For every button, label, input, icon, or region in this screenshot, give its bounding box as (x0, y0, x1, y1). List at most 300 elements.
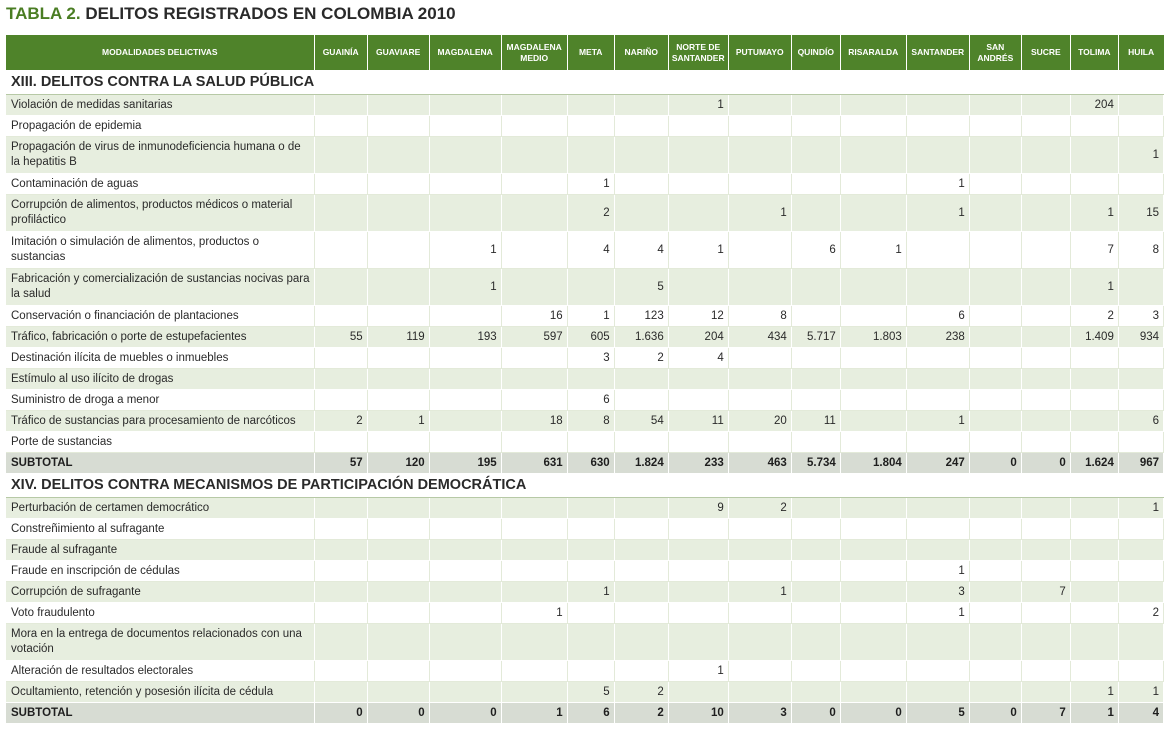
cell-value (840, 624, 906, 661)
cell-value (501, 195, 567, 232)
cell-value (840, 369, 906, 390)
cell-value (728, 269, 791, 306)
cell-value (668, 116, 728, 137)
subtotal-value: 0 (791, 703, 840, 724)
cell-value: 1 (840, 232, 906, 269)
cell-value (668, 582, 728, 603)
cell-value: 123 (614, 306, 668, 327)
cell-value (728, 137, 791, 174)
cell-value (791, 390, 840, 411)
cell-value (1021, 116, 1070, 137)
cell-value (614, 603, 668, 624)
cell-value (840, 582, 906, 603)
cell-value (501, 232, 567, 269)
cell-value: 1 (567, 306, 614, 327)
cell-value (367, 116, 429, 137)
cell-value (969, 540, 1021, 561)
cell-value (314, 582, 367, 603)
cell-value (969, 390, 1021, 411)
cell-value (728, 174, 791, 195)
cell-value: 8 (567, 411, 614, 432)
cell-value (1021, 95, 1070, 116)
header-row (6, 35, 1164, 70)
column-header: HUILA (1118, 35, 1163, 70)
cell-value (791, 561, 840, 582)
cell-value (1118, 95, 1163, 116)
row-label: Destinación ilícita de muebles o inmuebles (6, 348, 314, 369)
row-label: Constreñimiento al sufragante (6, 519, 314, 540)
cell-value: 55 (314, 327, 367, 348)
cell-value (840, 348, 906, 369)
cell-value (668, 432, 728, 453)
cell-value (314, 603, 367, 624)
table-body (6, 70, 1164, 723)
cell-value (969, 195, 1021, 232)
cell-value (668, 561, 728, 582)
table-number: TABLA 2. (6, 4, 81, 23)
row-label: Tráfico de sustancias para procesamiento de narcóticos (6, 411, 314, 432)
subtotal-value: 631 (501, 453, 567, 474)
cell-value: 2 (1070, 306, 1118, 327)
cell-value (1070, 661, 1118, 682)
cell-value: 1 (501, 603, 567, 624)
table-row (6, 137, 1164, 174)
cell-value: 1 (1070, 195, 1118, 232)
cell-value (791, 116, 840, 137)
cell-value: 18 (501, 411, 567, 432)
cell-value (1070, 603, 1118, 624)
cell-value (614, 116, 668, 137)
cell-value: 4 (614, 232, 668, 269)
cell-value (429, 603, 501, 624)
cell-value (367, 390, 429, 411)
cell-value (314, 369, 367, 390)
section-title: XIV. DELITOS CONTRA MECANISMOS DE PARTICIPACIÓN DEMOCRÁTICA (6, 473, 1164, 498)
cell-value: 2 (1118, 603, 1163, 624)
cell-value (1021, 137, 1070, 174)
column-header: TOLIMA (1070, 35, 1118, 70)
subtotal-row (6, 453, 1164, 474)
cell-value (969, 95, 1021, 116)
table-row (6, 390, 1164, 411)
cell-value: 1.409 (1070, 327, 1118, 348)
cell-value (501, 682, 567, 703)
cell-value (969, 624, 1021, 661)
cell-value (728, 540, 791, 561)
subtotal-value: 1 (1070, 703, 1118, 724)
cell-value (1070, 624, 1118, 661)
cell-value (791, 661, 840, 682)
cell-value (314, 348, 367, 369)
cell-value: 4 (668, 348, 728, 369)
cell-value (367, 624, 429, 661)
cell-value (1021, 232, 1070, 269)
cell-value (969, 306, 1021, 327)
cell-value: 1 (668, 95, 728, 116)
cell-value (314, 540, 367, 561)
cell-value (728, 369, 791, 390)
cell-value (314, 232, 367, 269)
column-header: MAGDALENA MEDIO (501, 35, 567, 70)
cell-value (840, 519, 906, 540)
cell-value (314, 498, 367, 519)
table-row (6, 661, 1164, 682)
table-row (6, 582, 1164, 603)
cell-value (728, 232, 791, 269)
cell-value: 1 (906, 561, 969, 582)
cell-value (906, 116, 969, 137)
cell-value: 16 (501, 306, 567, 327)
cell-value (429, 116, 501, 137)
cell-value (429, 195, 501, 232)
cell-value (367, 269, 429, 306)
cell-value (501, 174, 567, 195)
cell-value (314, 306, 367, 327)
row-label: Porte de sustancias (6, 432, 314, 453)
cell-value (906, 137, 969, 174)
cell-value (1070, 348, 1118, 369)
subtotal-value: 5 (906, 703, 969, 724)
cell-value: 7 (1021, 582, 1070, 603)
column-header: META (567, 35, 614, 70)
table-row (6, 195, 1164, 232)
cell-value: 119 (367, 327, 429, 348)
cell-value (429, 95, 501, 116)
cell-value (1070, 174, 1118, 195)
subtotal-value: 0 (429, 703, 501, 724)
cell-value: 2 (728, 498, 791, 519)
table-row (6, 561, 1164, 582)
cell-value (367, 582, 429, 603)
cell-value: 597 (501, 327, 567, 348)
cell-value (567, 561, 614, 582)
cell-value: 1 (1118, 498, 1163, 519)
subtotal-value: 10 (668, 703, 728, 724)
cell-value: 1 (567, 582, 614, 603)
cell-value (668, 137, 728, 174)
cell-value (614, 195, 668, 232)
cell-value (969, 369, 1021, 390)
table-row (6, 369, 1164, 390)
table-row (6, 116, 1164, 137)
cell-value: 3 (906, 582, 969, 603)
cell-value (1070, 369, 1118, 390)
cell-value: 1 (728, 195, 791, 232)
cell-value (567, 519, 614, 540)
cell-value (429, 661, 501, 682)
cell-value (668, 603, 728, 624)
cell-value (1021, 603, 1070, 624)
cell-value (906, 390, 969, 411)
cell-value (429, 306, 501, 327)
cell-value (314, 519, 367, 540)
cell-value (840, 390, 906, 411)
cell-value (501, 582, 567, 603)
subtotal-value: 195 (429, 453, 501, 474)
cell-value (906, 269, 969, 306)
column-header: PUTUMAYO (728, 35, 791, 70)
subtotal-value: 1.804 (840, 453, 906, 474)
cell-value: 605 (567, 327, 614, 348)
cell-value (501, 95, 567, 116)
cell-value (969, 498, 1021, 519)
cell-value (728, 624, 791, 661)
cell-value (614, 432, 668, 453)
subtotal-label: SUBTOTAL (6, 453, 314, 474)
cell-value (367, 661, 429, 682)
cell-value (1118, 369, 1163, 390)
cell-value (567, 95, 614, 116)
cell-value (969, 661, 1021, 682)
cell-value (1021, 540, 1070, 561)
cell-value (1070, 411, 1118, 432)
cell-value: 934 (1118, 327, 1163, 348)
cell-value (367, 603, 429, 624)
subtotal-value: 1 (501, 703, 567, 724)
cell-value (367, 174, 429, 195)
cell-value (614, 661, 668, 682)
table-row (6, 327, 1164, 348)
cell-value (567, 369, 614, 390)
column-header: GUAVIARE (367, 35, 429, 70)
cell-value (1070, 540, 1118, 561)
cell-value: 1 (1070, 269, 1118, 306)
cell-value (906, 519, 969, 540)
cell-value (668, 624, 728, 661)
cell-value: 1 (367, 411, 429, 432)
row-label: Ocultamiento, retención y posesión ilícita de cédula (6, 682, 314, 703)
row-label: Fraude en inscripción de cédulas (6, 561, 314, 582)
cell-value (668, 269, 728, 306)
cell-value: 12 (668, 306, 728, 327)
cell-value (501, 561, 567, 582)
cell-value (969, 519, 1021, 540)
subtotal-value: 0 (840, 703, 906, 724)
cell-value: 1 (728, 582, 791, 603)
cell-value (840, 561, 906, 582)
cell-value (501, 498, 567, 519)
cell-value (791, 348, 840, 369)
cell-value (367, 195, 429, 232)
cell-value (906, 624, 969, 661)
cell-value (791, 582, 840, 603)
cell-value (501, 432, 567, 453)
cell-value (791, 519, 840, 540)
cell-value (1118, 582, 1163, 603)
cell-value (906, 498, 969, 519)
cell-value: 6 (791, 232, 840, 269)
row-label: Corrupción de alimentos, productos médicos o material profiláctico (6, 195, 314, 232)
table-title (6, 3, 456, 25)
cell-value (614, 624, 668, 661)
cell-value: 1 (906, 195, 969, 232)
cell-value (314, 390, 367, 411)
cell-value: 1 (1070, 682, 1118, 703)
row-label: Propagación de epidemia (6, 116, 314, 137)
cell-value (1021, 432, 1070, 453)
cell-value (1021, 390, 1070, 411)
cell-value (501, 661, 567, 682)
table-row (6, 269, 1164, 306)
cell-value: 204 (1070, 95, 1118, 116)
cell-value (668, 540, 728, 561)
cell-value (314, 561, 367, 582)
cell-value (728, 390, 791, 411)
cell-value (314, 95, 367, 116)
cell-value: 3 (567, 348, 614, 369)
cell-value (614, 174, 668, 195)
row-label: Conservación o financiación de plantaciones (6, 306, 314, 327)
cell-value (668, 519, 728, 540)
row-label: Mora en la entrega de documentos relacionados con una votación (6, 624, 314, 661)
cell-value (840, 603, 906, 624)
cell-value (314, 432, 367, 453)
cell-value (567, 540, 614, 561)
cell-value (614, 519, 668, 540)
cell-value (614, 582, 668, 603)
cell-value (1118, 624, 1163, 661)
cell-value (1021, 369, 1070, 390)
cell-value: 1.636 (614, 327, 668, 348)
cell-value (429, 498, 501, 519)
table-row (6, 498, 1164, 519)
column-header: SUCRE (1021, 35, 1070, 70)
cell-value (906, 661, 969, 682)
cell-value (668, 174, 728, 195)
cell-value: 434 (728, 327, 791, 348)
cell-value (314, 116, 367, 137)
cell-value (429, 369, 501, 390)
cell-value (1070, 137, 1118, 174)
subtotal-value: 2 (614, 703, 668, 724)
cell-value (1021, 195, 1070, 232)
cell-value: 20 (728, 411, 791, 432)
cell-value (614, 561, 668, 582)
row-label: Violación de medidas sanitarias (6, 95, 314, 116)
section-header (6, 70, 1164, 95)
cell-value (840, 95, 906, 116)
cell-value (314, 682, 367, 703)
cell-value (501, 624, 567, 661)
cell-value (429, 432, 501, 453)
subtotal-value: 0 (1021, 453, 1070, 474)
table-title-text: DELITOS REGISTRADOS EN COLOMBIA 2010 (85, 4, 456, 23)
cell-value (791, 174, 840, 195)
cell-value (1118, 390, 1163, 411)
cell-value (367, 540, 429, 561)
cell-value (1021, 327, 1070, 348)
cell-value (314, 174, 367, 195)
column-header: RISARALDA (840, 35, 906, 70)
cell-value (367, 95, 429, 116)
cell-value (501, 390, 567, 411)
cell-value (1021, 348, 1070, 369)
cell-value (1118, 174, 1163, 195)
table-row (6, 540, 1164, 561)
cell-value (1118, 561, 1163, 582)
cell-value: 1 (906, 603, 969, 624)
cell-value (969, 269, 1021, 306)
cell-value (429, 540, 501, 561)
cell-value (969, 232, 1021, 269)
cell-value (791, 306, 840, 327)
cell-value (1021, 269, 1070, 306)
cell-value: 8 (1118, 232, 1163, 269)
cell-value (501, 269, 567, 306)
table-row (6, 95, 1164, 116)
cell-value (429, 390, 501, 411)
cell-value: 5 (614, 269, 668, 306)
section-title: XIII. DELITOS CONTRA LA SALUD PÚBLICA (6, 70, 1164, 95)
cell-value (1070, 432, 1118, 453)
cell-value: 193 (429, 327, 501, 348)
cell-value (906, 348, 969, 369)
cell-value (840, 137, 906, 174)
cell-value: 2 (614, 682, 668, 703)
cell-value (906, 232, 969, 269)
table-row (6, 624, 1164, 661)
cell-value (969, 582, 1021, 603)
cell-value (1070, 116, 1118, 137)
cell-value (567, 624, 614, 661)
cell-value (367, 561, 429, 582)
cell-value (367, 369, 429, 390)
cell-value: 5 (567, 682, 614, 703)
cell-value (1118, 661, 1163, 682)
cell-value (614, 95, 668, 116)
table-row (6, 432, 1164, 453)
cell-value (1070, 519, 1118, 540)
cell-value (367, 348, 429, 369)
row-label: Fabricación y comercialización de sustancias nocivas para la salud (6, 269, 314, 306)
cell-value (969, 116, 1021, 137)
cell-value (367, 682, 429, 703)
cell-value (840, 411, 906, 432)
cell-value (314, 624, 367, 661)
cell-value (791, 432, 840, 453)
subtotal-row (6, 703, 1164, 724)
cell-value (840, 116, 906, 137)
cell-value (1118, 432, 1163, 453)
cell-value (314, 137, 367, 174)
row-label: Perturbación de certamen democrático (6, 498, 314, 519)
cell-value (1118, 269, 1163, 306)
cell-value (314, 661, 367, 682)
cell-value (791, 498, 840, 519)
cell-value (614, 390, 668, 411)
cell-value (501, 116, 567, 137)
cell-value (840, 432, 906, 453)
cell-value (1021, 661, 1070, 682)
cell-value (614, 137, 668, 174)
cell-value: 1 (668, 661, 728, 682)
subtotal-value: 0 (314, 703, 367, 724)
cell-value: 1 (668, 232, 728, 269)
cell-value (501, 519, 567, 540)
cell-value (1070, 498, 1118, 519)
cell-value: 11 (668, 411, 728, 432)
cell-value (314, 195, 367, 232)
cell-value: 1 (906, 174, 969, 195)
subtotal-value: 7 (1021, 703, 1070, 724)
section-header (6, 473, 1164, 498)
cell-value (791, 603, 840, 624)
cell-value (1070, 582, 1118, 603)
cell-value (367, 232, 429, 269)
cell-value (367, 519, 429, 540)
cell-value (840, 269, 906, 306)
cell-value (728, 348, 791, 369)
